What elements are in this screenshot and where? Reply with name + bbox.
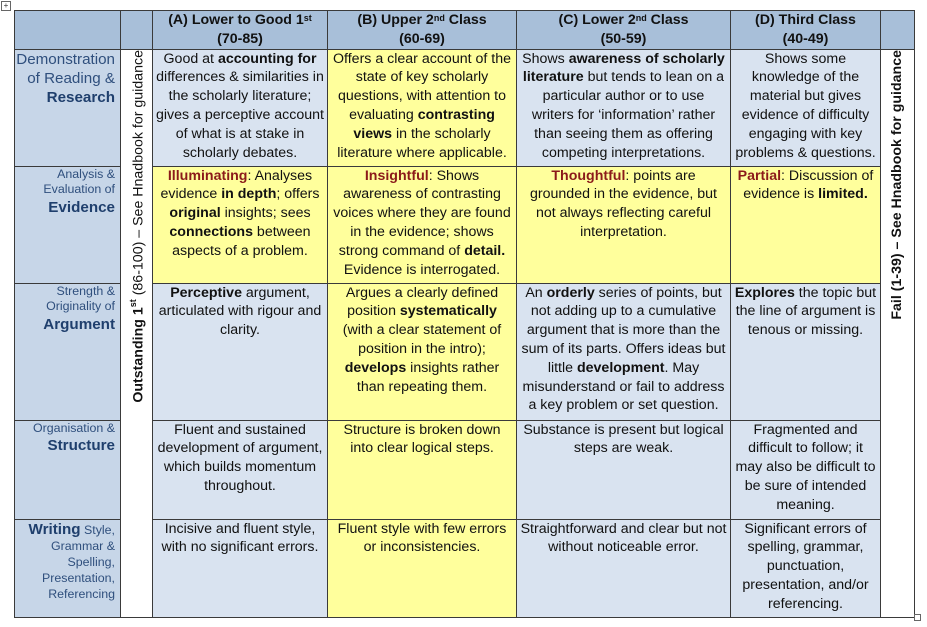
- rubric-text-run: : points are grounded in the evidence, but not always reflecting careful interpretation.: [530, 167, 717, 240]
- rubric-text-run: Substance is present but logical steps are weak.: [523, 421, 724, 457]
- criterion-writing-line2: Grammar &: [50, 539, 115, 554]
- col-c-range: (50-59): [600, 30, 647, 47]
- criterion-writing-line5: Referencing: [48, 586, 115, 601]
- rubric-text-run: An: [525, 284, 547, 301]
- marking-rubric-table: [14, 10, 915, 618]
- rubric-text-run: develops: [344, 359, 407, 376]
- col-a-range: (70-85): [217, 30, 263, 47]
- col-b-sup: nd: [433, 13, 445, 23]
- rubric-text-run: Straightforward and clear but not without noticeable error.: [520, 520, 727, 556]
- col-a-title: (A) Lower to Good 1: [168, 12, 304, 28]
- cell-argument-b: [328, 283, 517, 420]
- rubric-text-run: contrasting views: [353, 106, 495, 142]
- cell-writing-a: [153, 519, 328, 617]
- col-c-suffix: Class: [646, 12, 689, 28]
- rubric-text-run: systematically: [399, 303, 497, 320]
- cell-argument-d: [731, 283, 881, 420]
- cell-structure-b: [328, 420, 517, 519]
- criterion-writing-line3: Spelling,: [67, 555, 115, 570]
- cell-analysis-a: [153, 166, 328, 283]
- rubric-text-run: original: [169, 205, 221, 222]
- rubric-text-run: Fluent style with few errors or inconsistencies.: [337, 520, 507, 556]
- criterion-analysis-line2: Evaluation of: [43, 182, 115, 197]
- rubric-text-run: Illuminating: [167, 167, 248, 184]
- cell-analysis-d: [731, 166, 881, 283]
- rubric-text-run: Explores: [734, 284, 795, 301]
- rubric-text-run: Argues a clearly defined position: [345, 284, 499, 320]
- header-corner-side: [121, 11, 153, 50]
- rubric-text-run: (86-100) – See Hnadbook for guidance: [130, 49, 147, 299]
- cell-writing-d: [731, 519, 881, 617]
- header-col-b: [328, 11, 517, 50]
- rubric-text-run: between aspects of a problem.: [172, 223, 311, 259]
- row-reading: [15, 49, 915, 166]
- criterion-argument-line3: Argument: [43, 316, 115, 334]
- header-col-c: [517, 11, 731, 50]
- rubric-text-run: Perceptive: [170, 284, 242, 301]
- col-d-title: (D) Third Class: [755, 12, 856, 28]
- cell-writing-c: [517, 519, 731, 617]
- criterion-writing-keyword: Writing: [28, 520, 81, 538]
- rubric-text-run: : Discussion of evidence is: [743, 167, 874, 203]
- col-b-title: (B) Upper 2: [357, 12, 434, 28]
- rubric-text-run: the topic but the line of argument is tenous or missing.: [735, 284, 877, 339]
- rubric-text-run: in depth: [221, 186, 277, 203]
- header-col-a: [153, 11, 328, 50]
- rubric-text-run: : Shows awareness of contrasting voices where they are found in the evidence; shows strong command of: [333, 167, 511, 259]
- criterion-analysis-line1: Analysis &: [57, 166, 115, 181]
- rubric-text-run: Good at: [163, 50, 218, 67]
- rubric-text-run: limited.: [818, 186, 868, 203]
- rubric-text-run: Offers a clear account of the state of key scholarly questions, with attention to evaluating: [333, 50, 511, 123]
- criterion-argument-line2: Originality of: [46, 299, 115, 314]
- table-resize-handle[interactable]: [914, 614, 921, 621]
- criterion-reading-line3: Research: [46, 88, 115, 106]
- outstanding-label: [124, 50, 149, 403]
- rubric-text-run: argument, articulated with rigour and clarity.: [158, 284, 322, 339]
- rubric-text-run: series of points, but not adding up to a cumulative argument that is more than the sum of its parts. Offers ideas but little: [521, 284, 726, 376]
- cell-analysis-b: [328, 166, 517, 283]
- rubric-text-run: but tends to lean on a particular author or to use writers for ‘information’ rather than seeing them as offering competing interpretations.: [531, 69, 725, 161]
- criterion-structure-line2: Structure: [47, 437, 115, 455]
- rubric-text-run: Significant errors of spelling, grammar, punctuation, presentation, and/or referencing.: [742, 520, 869, 612]
- side-outstanding: [121, 49, 153, 617]
- cell-reading-b: [328, 49, 517, 166]
- criterion-analysis-line3: Evidence: [48, 199, 115, 217]
- cell-reading-d: [731, 49, 881, 166]
- rubric-text-run: insights; sees: [220, 205, 311, 222]
- col-a-sup: st: [303, 13, 312, 23]
- rubric-text-run: (with a clear statement of position in the intro);: [342, 322, 502, 357]
- cell-analysis-c: [517, 166, 731, 283]
- criterion-argument-line1: Strength &: [56, 283, 115, 298]
- cell-structure-d: [731, 420, 881, 519]
- cell-argument-c: [517, 283, 731, 420]
- rubric-text-run: . May misunderstand or fail to address a key problem or set question.: [522, 359, 725, 414]
- fail-label: [888, 50, 907, 320]
- rubric-text-run: orderly: [546, 284, 595, 301]
- rubric-text-run: development: [576, 359, 665, 376]
- criterion-writing-rest: Style,: [80, 522, 115, 537]
- cell-argument-a: [153, 283, 328, 420]
- cell-writing-b: [328, 519, 517, 617]
- col-b-suffix: Class: [444, 12, 487, 28]
- header-col-d: [731, 11, 881, 50]
- rubric-text-run: in the scholarly literature where applicable.: [337, 125, 507, 161]
- rubric-text-run: Fail (1-39) – See Hnadbook for guidance: [889, 49, 906, 320]
- cell-reading-c: [517, 49, 731, 166]
- criterion-writing: [15, 519, 121, 617]
- rubric-text-run: differences & similarities in the scholarly literature; gives a perceptive account of what is at stake in scholarly debates.: [156, 69, 324, 161]
- criterion-structure-line1: Organisation &: [33, 420, 115, 435]
- rubric-text-run: ; offers: [276, 186, 320, 203]
- rubric-text-run: detail.: [464, 242, 506, 259]
- header-corner-right: [881, 11, 915, 50]
- rubric-text-run: : Analyses evidence: [160, 167, 313, 203]
- criterion-reading: [15, 49, 121, 166]
- rubric-text-run: st: [128, 298, 139, 307]
- rubric-text-run: Insightful: [364, 167, 429, 184]
- criterion-reading-line2: of Reading &: [27, 69, 115, 87]
- col-d-range: (40-49): [782, 30, 829, 47]
- col-b-range: (60-69): [399, 30, 445, 47]
- rubric-text-run: Fluent and sustained development of argument, which builds momentum throughout.: [157, 421, 323, 494]
- cell-structure-c: [517, 420, 731, 519]
- rubric-text-run: awareness of scholarly literature: [522, 50, 725, 86]
- rubric-text-run: Outstanding 1: [130, 306, 147, 403]
- rubric-text-run: Structure is broken down into clear logical steps.: [343, 421, 501, 457]
- rubric-text-run: Evidence is interrogated.: [343, 261, 501, 278]
- criterion-argument: [15, 283, 121, 420]
- rubric-text-run: Shows some knowledge of the material but gives evidence of difficulty engaging with key problems & questions.: [735, 50, 876, 161]
- rubric-text-run: connections: [169, 223, 253, 240]
- rubric-text-run: Partial: [737, 167, 782, 184]
- criterion-writing-line4: Presentation,: [41, 570, 115, 585]
- rubric-text-run: Thoughtful: [551, 167, 626, 184]
- criterion-structure: [15, 420, 121, 519]
- criterion-reading-line1: Demonstration: [16, 50, 115, 68]
- rubric-text-run: Incisive and fluent style, with no significant errors.: [161, 520, 319, 556]
- col-c-sup: nd: [635, 13, 647, 23]
- header-row: [15, 11, 915, 50]
- rubric-text-run: accounting for: [217, 50, 317, 67]
- col-c-title: (C) Lower 2: [558, 12, 636, 28]
- table-move-handle[interactable]: +: [1, 1, 11, 11]
- criterion-analysis: [15, 166, 121, 283]
- side-fail: [881, 49, 915, 617]
- rubric-text-run: insights rather than repeating them.: [356, 359, 500, 395]
- header-corner: [15, 11, 121, 50]
- cell-reading-a: [153, 49, 328, 166]
- rubric-text-run: Fragmented and difficult to follow; it may also be difficult to be sure of intended meaning.: [735, 421, 876, 513]
- rubric-text-run: Shows: [522, 50, 569, 67]
- cell-structure-a: [153, 420, 328, 519]
